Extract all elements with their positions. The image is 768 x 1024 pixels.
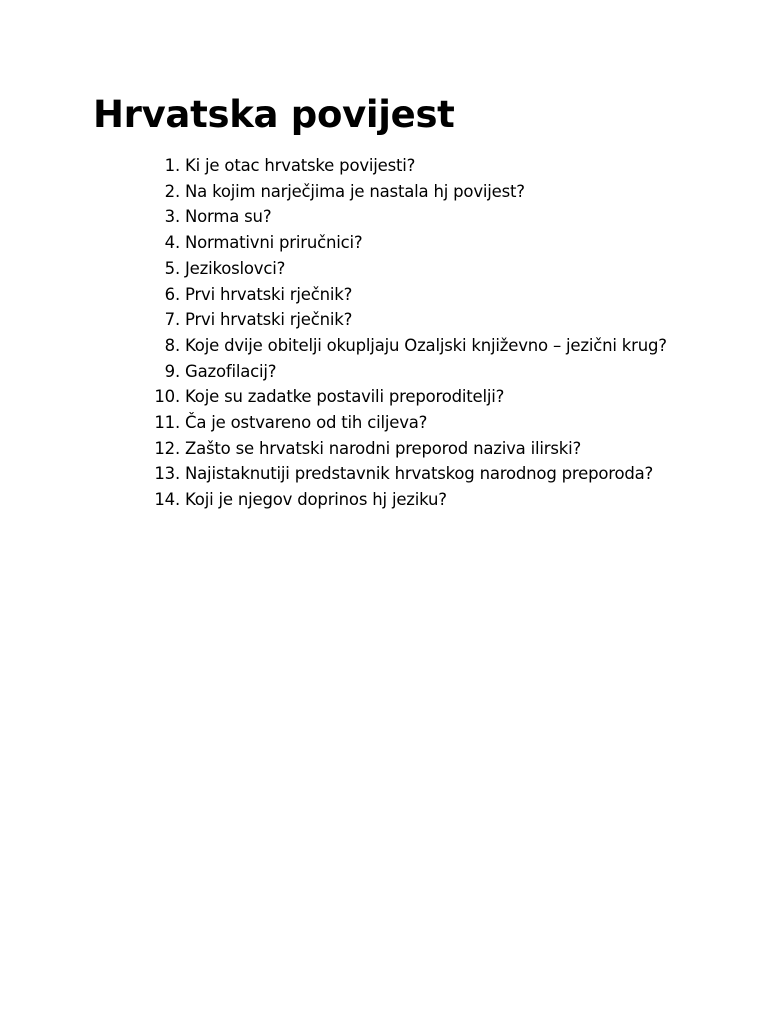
document-title: Hrvatska povijest (93, 93, 455, 136)
list-item (150, 436, 710, 462)
list-item (150, 230, 710, 256)
list-item-text: Ki je otac hrvatske povijesti? (185, 156, 416, 175)
list-item (150, 359, 710, 385)
list-item-number: 2. (164, 181, 180, 201)
list-item (150, 410, 710, 436)
list-item-number: 4. (164, 233, 180, 253)
list-item (150, 179, 710, 205)
list-item-number: 13. (154, 464, 180, 484)
list-item-number: 11. (154, 413, 180, 433)
list-item (150, 153, 710, 179)
list-item-number: 3. (164, 207, 180, 227)
list-item-text: Gazofilacij? (185, 361, 277, 381)
list-item-text: Na kojim narječjima je nastala hj povijest? (185, 181, 525, 201)
list-item-text: Ča je ostvareno od tih ciljeva? (185, 413, 428, 433)
list-item-text: Jezikoslovci? (185, 258, 286, 278)
list-item-text: Koje dvije obitelji okupljaju Ozaljski književno – jezični krug? (185, 335, 667, 355)
list-item-text: Najistaknutiji predstavnik hrvatskog narodnog preporoda? (185, 464, 654, 484)
list-item (150, 307, 710, 333)
question-list (150, 153, 710, 513)
list-item-text: Koje su zadatke postavili preporoditelji? (185, 387, 505, 407)
list-item-number: 9. (164, 361, 180, 381)
list-item-text: Koji je njegov doprinos hj jeziku? (185, 490, 447, 510)
list-item-number: 12. (154, 438, 180, 458)
list-item (150, 333, 710, 359)
list-item (150, 282, 710, 308)
list-item-number: 6. (164, 284, 180, 304)
list-item-number: 10. (154, 387, 180, 407)
list-item (150, 487, 710, 513)
list-item-text: Normativni priručnici? (185, 233, 363, 253)
list-item (150, 204, 710, 230)
list-item (150, 461, 710, 487)
list-item-number: 5. (164, 258, 180, 278)
list-item (150, 384, 710, 410)
list-item-text: Zašto se hrvatski narodni preporod naziva ilirski? (185, 438, 582, 458)
list-item-number: 1. (164, 156, 180, 175)
list-item-text: Prvi hrvatski rječnik? (185, 310, 353, 330)
list-item-number: 8. (164, 335, 180, 355)
list-item-text: Norma su? (185, 207, 272, 227)
list-item-number: 14. (154, 490, 180, 510)
list-item-number: 7. (164, 310, 180, 330)
list-item (150, 256, 710, 282)
list-item-text: Prvi hrvatski rječnik? (185, 284, 353, 304)
